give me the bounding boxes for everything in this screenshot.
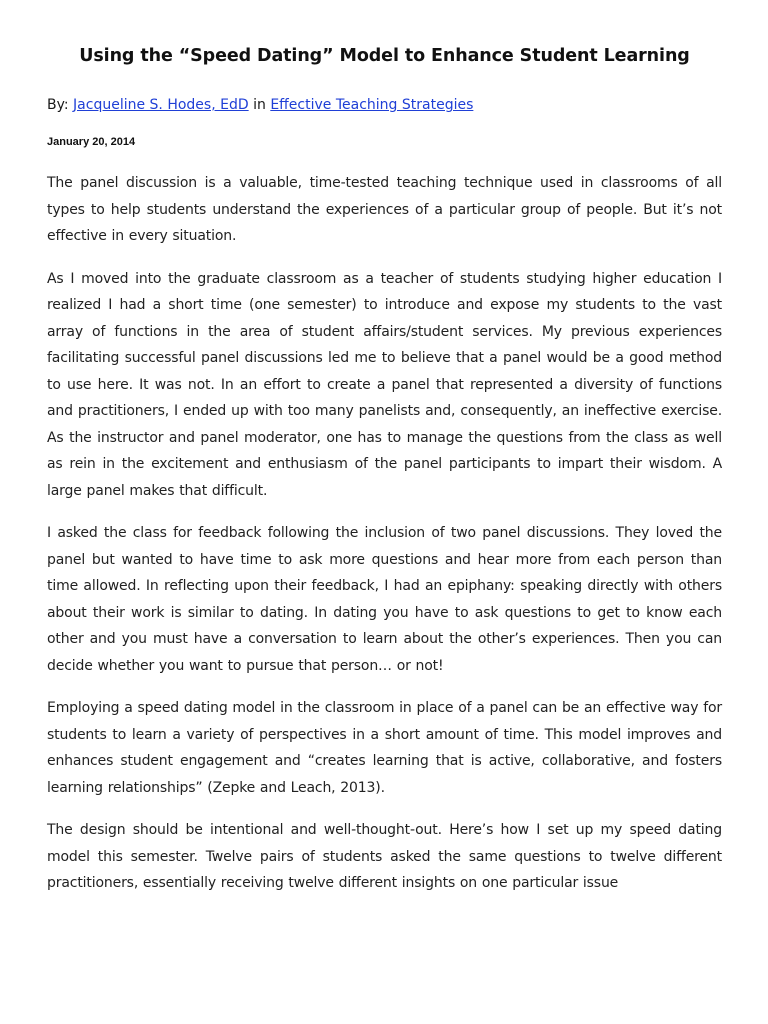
paragraph-1: The panel discussion is a valuable, time-tested teaching technique used in classrooms of all types to help students understand the experiences of a particular group of people. But it’s not effective in every situation. [47, 175, 722, 244]
byline-connector: in [248, 97, 271, 113]
byline-prefix: By: [47, 97, 74, 113]
publish-date: January 20, 2014 [47, 136, 136, 148]
paragraph-2: As I moved into the graduate classroom as a teacher of students studying higher education I realized I had a short time (one semester) to introduce and expose my students to the vast array of functions in the area of student affairs/student services. My previous experiences facilitating successful panel discussions led me to believe that a panel would be a good method to use here. It was not. In an effort to create a panel that represented a diversity of functions and practitioners, I ended up with too many panelists and, consequently, an ineffective exercise. As the instructor and panel moderator, one has to manage the questions from the class as well as rein in the excitement and enthusiasm of the panel participants to impart their wisdom. A large panel makes that difficult. [47, 270, 722, 499]
author-link[interactable]: Jacqueline S. Hodes, EdD [73, 97, 249, 113]
paragraph-3: I asked the class for feedback following the inclusion of two panel discussions. They loved the panel but wanted to have time to ask more questions and hear more from each person than time allowed. In reflecting upon their feedback, I had an epiphany: speaking directly with others about their work is similar to dating. In dating you have to ask questions to get to know each other and you must have a conversation to learn about the other’s experiences. Then you can decide whether you want to pursue that person… or not! [47, 525, 722, 674]
paragraph-5: The design should be intentional and well-thought-out. Here’s how I set up my speed dating model this semester. Twelve pairs of students asked the same questions to twelve different practitioners, essentially receiving twelve different insights on one particular issue [47, 822, 722, 891]
paragraph-4: Employing a speed dating model in the classroom in place of a panel can be an effective way for students to learn a variety of perspectives in a short amount of time. This model improves and enhances student engagement and “creates learning that is active, collaborative, and fosters learning relationships” (Zepke and Leach, 2013). [47, 700, 722, 796]
article-title: Using the “Speed Dating” Model to Enhance Student Learning [79, 46, 690, 66]
byline [47, 95, 722, 115]
category-link[interactable]: Effective Teaching Strategies [270, 97, 474, 113]
